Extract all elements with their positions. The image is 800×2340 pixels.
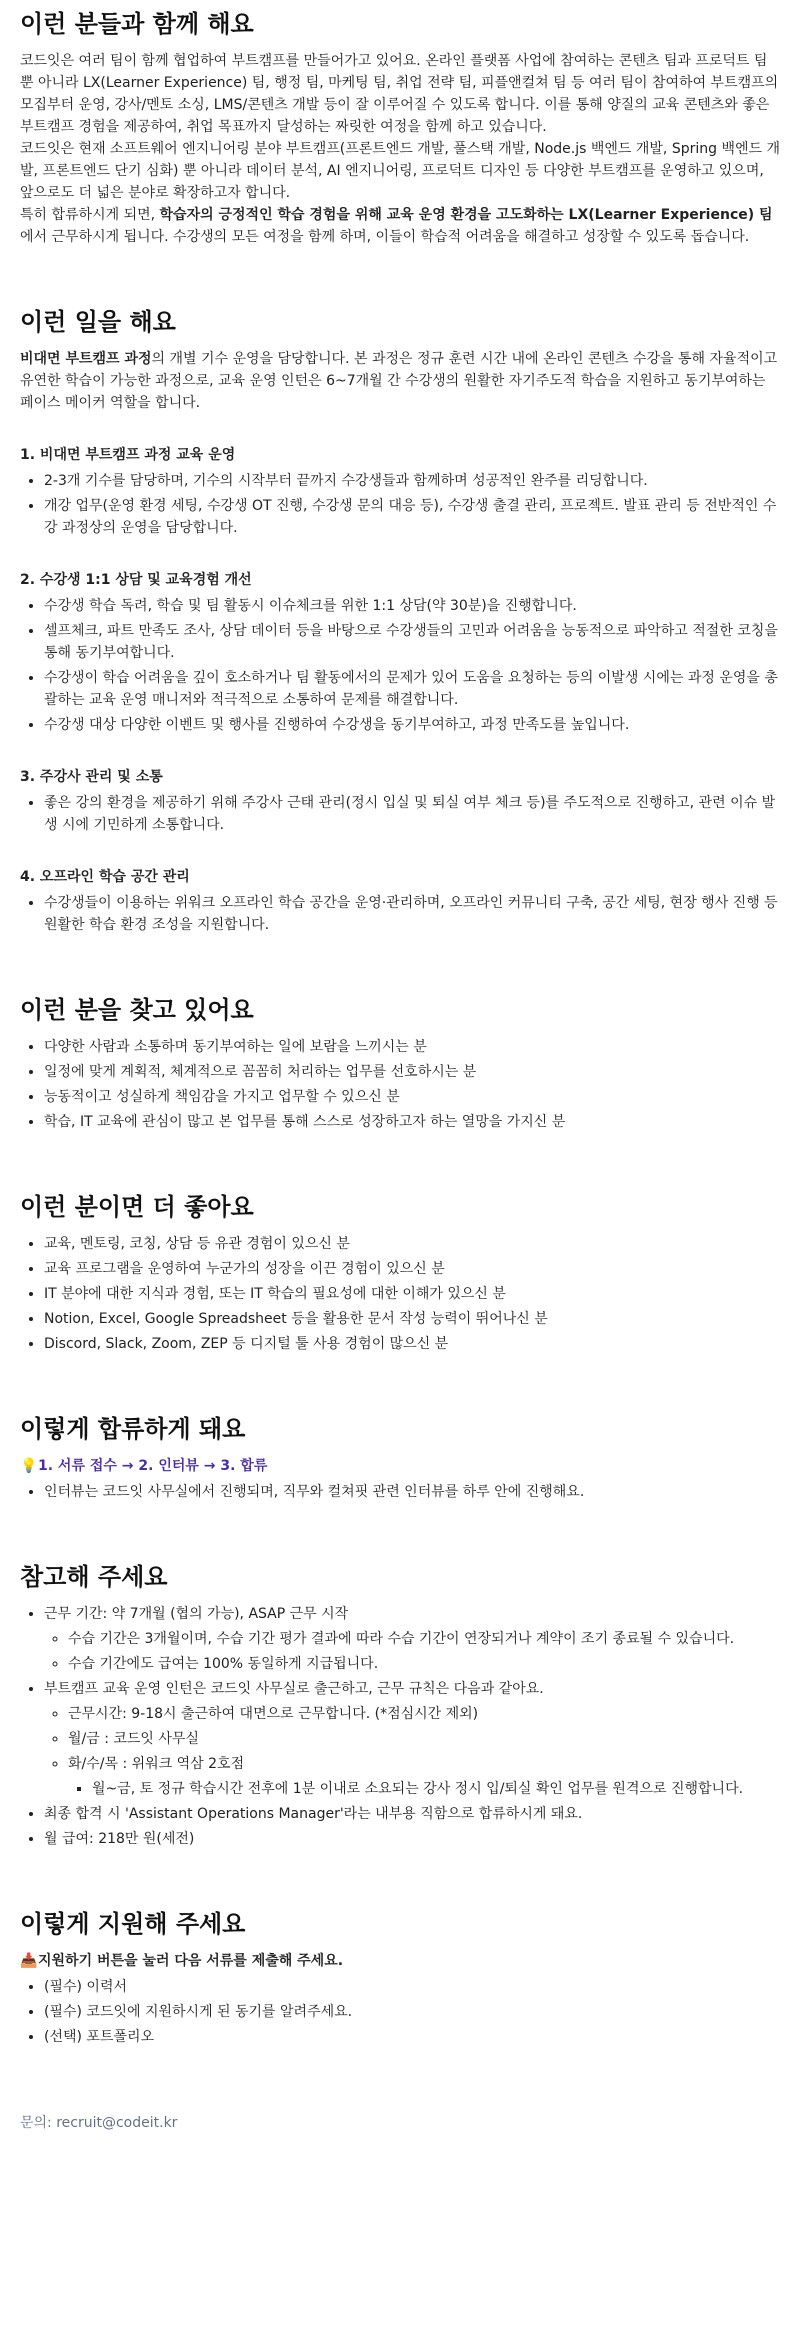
- list-item: ◦ 월/금 : 코드잇 사무실: [68, 1728, 780, 1750]
- team-paragraph-2: 코드잇은 현재 소프트웨어 엔지니어링 분야 부트캠프(프론트엔드 개발, 풀스택 개발, Node.js 백엔드 개발, Spring 백엔드 개발, 프론트엔드 단기 심화) 뿐 아니라 데이터 분석, AI 엔지니어링, 프로덕트 디자인 등 다양한 부트캠프를 운영하고 있으며, 앞으로도 더 넓은 분야로 확장하고자 합니다.: [20, 141, 780, 201]
- team-p3-bold: 학습자의 긍정적인 학습 경험을 위해 교육 운영 환경을 고도화하는 LX(Learner Experience) 팀: [159, 207, 773, 223]
- list-item: • 좋은 강의 환경을 제공하기 위해 주강사 근태 관리(정시 입실 및 퇴실 여부 체크 등)를 주도적으로 진행하고, 관련 이슈 발생 시에 기민하게 소통합니다.: [44, 792, 780, 836]
- section-duties: [20, 306, 780, 936]
- duty-list: [20, 595, 780, 736]
- notes-sublist: [44, 1628, 780, 1675]
- apply-note: [20, 1950, 780, 1972]
- section-preferred: [20, 1191, 780, 1355]
- list-item: • 수강생 대상 다양한 이벤트 및 행사를 진행하여 수강생을 동기부여하고, 과정 만족도를 높입니다.: [44, 714, 780, 736]
- list-item: • Discord, Slack, Zoom, ZEP 등 디지털 툴 사용 경험이 많으신 분: [44, 1333, 780, 1355]
- list-item: ◦ 수습 기간은 3개월이며, 수습 기간 평가 결과에 따라 수습 기간이 연장되거나 계약이 조기 종료될 수 있습니다.: [68, 1628, 780, 1650]
- list-item: • 최종 합격 시 'Assistant Operations Manager'라는 내부용 직함으로 합류하시게 돼요.: [44, 1803, 780, 1825]
- process-steps: [20, 1455, 780, 1477]
- duties-intro-rest: 의 개별 기수 운영을 담당합니다. 본 과정은 정규 훈련 시간 내에 온라인 콘텐츠 수강을 통해 자율적이고 유연한 학습이 가능한 과정으로, 교육 운영 인턴은 6~7개월 간 수강생의 원활한 자기주도적 학습을 지원하고 동기부여하는 페이스 메이커 역할을 합니다.: [20, 351, 778, 411]
- list-item: • 수강생이 학습 어려움을 깊이 호소하거나 팀 활동에서의 문제가 있어 도움을 요청하는 등의 이발생 시에는 과정 운영을 총괄하는 교육 운영 매니저와 적극적으로 소통하여 문제를 해결합니다.: [44, 667, 780, 711]
- apply-note-text: 지원하기 버튼을 눌러 다음 서류를 제출해 주세요.: [38, 1953, 344, 1969]
- section-apply: [20, 1908, 780, 2048]
- section-title-preferred: 이런 분이면 더 좋아요: [20, 1193, 254, 1221]
- duty-list: [20, 792, 780, 836]
- notes-subsublist: [68, 1778, 780, 1800]
- requirements-list: [20, 1036, 780, 1133]
- list-item: [44, 1603, 780, 1675]
- duty-list: [20, 470, 780, 539]
- section-title-notes: 참고해 주세요: [20, 1563, 168, 1591]
- list-item: • 개강 업무(운영 환경 세팅, 수강생 OT 진행, 수강생 문의 대응 등), 수강생 출결 관리, 프로젝트. 발표 관리 등 전반적인 수강 과정상의 운영을 담당합니다.: [44, 495, 780, 539]
- duty-group-3: [20, 766, 780, 836]
- list-item: ◦ 수습 기간에도 급여는 100% 동일하게 지급됩니다.: [68, 1653, 780, 1675]
- section-process: [20, 1413, 780, 1503]
- notes-period: 근무 기간: 약 7개월 (협의 가능), ASAP 근무 시작: [44, 1606, 349, 1622]
- duty-group-1: [20, 444, 780, 539]
- list-item: • (필수) 코드잇에 지원하시게 된 동기를 알려주세요.: [44, 2001, 780, 2023]
- process-steps-text: 1. 서류 접수 → 2. 인터뷰 → 3. 합류: [38, 1458, 268, 1474]
- list-item: • 수강생 학습 독려, 학습 및 팀 활동시 이슈체크를 위한 1:1 상담(약 30분)을 진행합니다.: [44, 595, 780, 617]
- duty-group-2: [20, 569, 780, 736]
- list-item: • 교육 프로그램을 운영하여 누군가의 성장을 이끈 경험이 있으신 분: [44, 1258, 780, 1280]
- section-title-team: 이런 분들과 함께 해요: [20, 10, 254, 38]
- list-item: [44, 1678, 780, 1800]
- notes-list: [20, 1603, 780, 1850]
- section-requirements: [20, 994, 780, 1133]
- section-title-process: 이렇게 합류하게 돼요: [20, 1415, 246, 1443]
- list-item: • (필수) 이력서: [44, 1976, 780, 1998]
- list-item: ◦ 근무시간: 9-18시 출근하여 대면으로 근무합니다. (*점심시간 제외): [68, 1703, 780, 1725]
- team-p3-pre: 특히 합류하시게 되면,: [20, 207, 160, 223]
- duty-list: [20, 892, 780, 936]
- list-item: • 월 급여: 218만 원(세전): [44, 1828, 780, 1850]
- team-paragraph-3: [20, 204, 780, 248]
- notes-sublist: [44, 1703, 780, 1800]
- list-item: ▪ 월~금, 토 정규 학습시간 전후에 1분 이내로 소요되는 강사 정시 입/퇴실 확인 업무를 원격으로 진행합니다.: [92, 1778, 780, 1800]
- duty-group-title: 3. 주강사 관리 및 소통: [20, 769, 163, 785]
- duties-intro-bold: 비대면 부트캠프 과정: [20, 351, 152, 367]
- list-item: • 셀프체크, 파트 만족도 조사, 상담 데이터 등을 바탕으로 수강생들의 고민과 어려움을 능동적으로 파악하고 적절한 코칭을 통해 동기부여합니다.: [44, 620, 780, 664]
- list-item: • IT 분야에 대한 지식과 경험, 또는 IT 학습의 필요성에 대한 이해가 있으신 분: [44, 1283, 780, 1305]
- process-list: [20, 1481, 780, 1503]
- section-title-duties: 이런 일을 해요: [20, 308, 176, 336]
- list-item: • 교육, 멘토링, 코칭, 상담 등 유관 경험이 있으신 분: [44, 1233, 780, 1255]
- duty-group-title: 4. 오프라인 학습 공간 관리: [20, 869, 190, 885]
- list-item: • 인터뷰는 코드잇 사무실에서 진행되며, 직무와 컬쳐핏 관련 인터뷰를 하루 안에 진행해요.: [44, 1481, 780, 1503]
- list-item: • 학습, IT 교육에 관심이 많고 본 업무를 통해 스스로 성장하고자 하는 열망을 가지신 분: [44, 1111, 780, 1133]
- duties-intro: [20, 348, 780, 414]
- duty-group-title: 2. 수강생 1:1 상담 및 교육경험 개선: [20, 572, 252, 588]
- contact-footer: 문의: recruit@codeit.kr: [20, 2115, 178, 2131]
- list-item: • 일정에 맞게 계획적, 체계적으로 꼼꼼히 처리하는 업무를 선호하시는 분: [44, 1061, 780, 1083]
- section-team: [20, 0, 780, 248]
- notes-office: 부트캠프 교육 운영 인턴은 코드잇 사무실로 출근하고, 근무 규칙은 다음과 같아요.: [44, 1681, 544, 1697]
- list-item: • 수강생들이 이용하는 위워크 오프라인 학습 공간을 운영·관리하며, 오프라인 커뮤니티 구축, 공간 세팅, 현장 행사 진행 등 원활한 학습 환경 조성을 지원합니다.: [44, 892, 780, 936]
- inbox-tray-icon: 📥: [20, 1953, 38, 1969]
- preferred-list: [20, 1233, 780, 1355]
- list-item: • (선택) 포트폴리오: [44, 2026, 780, 2048]
- section-notes: [20, 1561, 780, 1850]
- apply-list: [20, 1976, 780, 2048]
- list-item: • 다양한 사람과 소통하며 동기부여하는 일에 보람을 느끼시는 분: [44, 1036, 780, 1058]
- section-title-apply: 이렇게 지원해 주세요: [20, 1910, 246, 1938]
- duty-group-title: 1. 비대면 부트캠프 과정 교육 운영: [20, 447, 236, 463]
- team-p3-post: 에서 근무하시게 됩니다. 수강생의 모든 여정을 함께 하며, 이들이 학습적 어려움을 해결하고 성장할 수 있도록 돕습니다.: [20, 229, 750, 245]
- list-item: [68, 1753, 780, 1800]
- duty-group-4: [20, 866, 780, 936]
- notes-office-sub3: 화/수/목 : 위워크 역삼 2호점: [68, 1756, 245, 1772]
- list-item: • 능동적이고 성실하게 책임감을 가지고 업무할 수 있으신 분: [44, 1086, 780, 1108]
- list-item: • Notion, Excel, Google Spreadsheet 등을 활용한 문서 작성 능력이 뛰어나신 분: [44, 1308, 780, 1330]
- section-title-requirements: 이런 분을 찾고 있어요: [20, 996, 254, 1024]
- team-paragraph-1: 코드잇은 여러 팀이 함께 협업하여 부트캠프를 만들어가고 있어요. 온라인 플랫폼 사업에 참여하는 콘텐츠 팀과 프로덕트 팀뿐 아니라 LX(Learner Experience) 팀, 행정 팀, 마케팅 팀, 취업 전략 팀, 피플앤컬쳐 팀 등 여러 팀이 참여하여 부트캠프의 모집부터 운영, 강사/멘토 소싱, LMS/콘텐츠 개발 등이 잘 이루어질 수 있도록 합니다. 이를 통해 양질의 교육 콘텐츠와 좋은 부트캠프 경험을 제공하여, 취업 목표까지 달성하는 짜릿한 여정을 함께 하고 있습니다.: [20, 53, 779, 135]
- lightbulb-icon: 💡: [20, 1458, 38, 1474]
- list-item: • 2-3개 기수를 담당하며, 기수의 시작부터 끝까지 수강생들과 함께하며 성공적인 완주를 리딩합니다.: [44, 470, 780, 492]
